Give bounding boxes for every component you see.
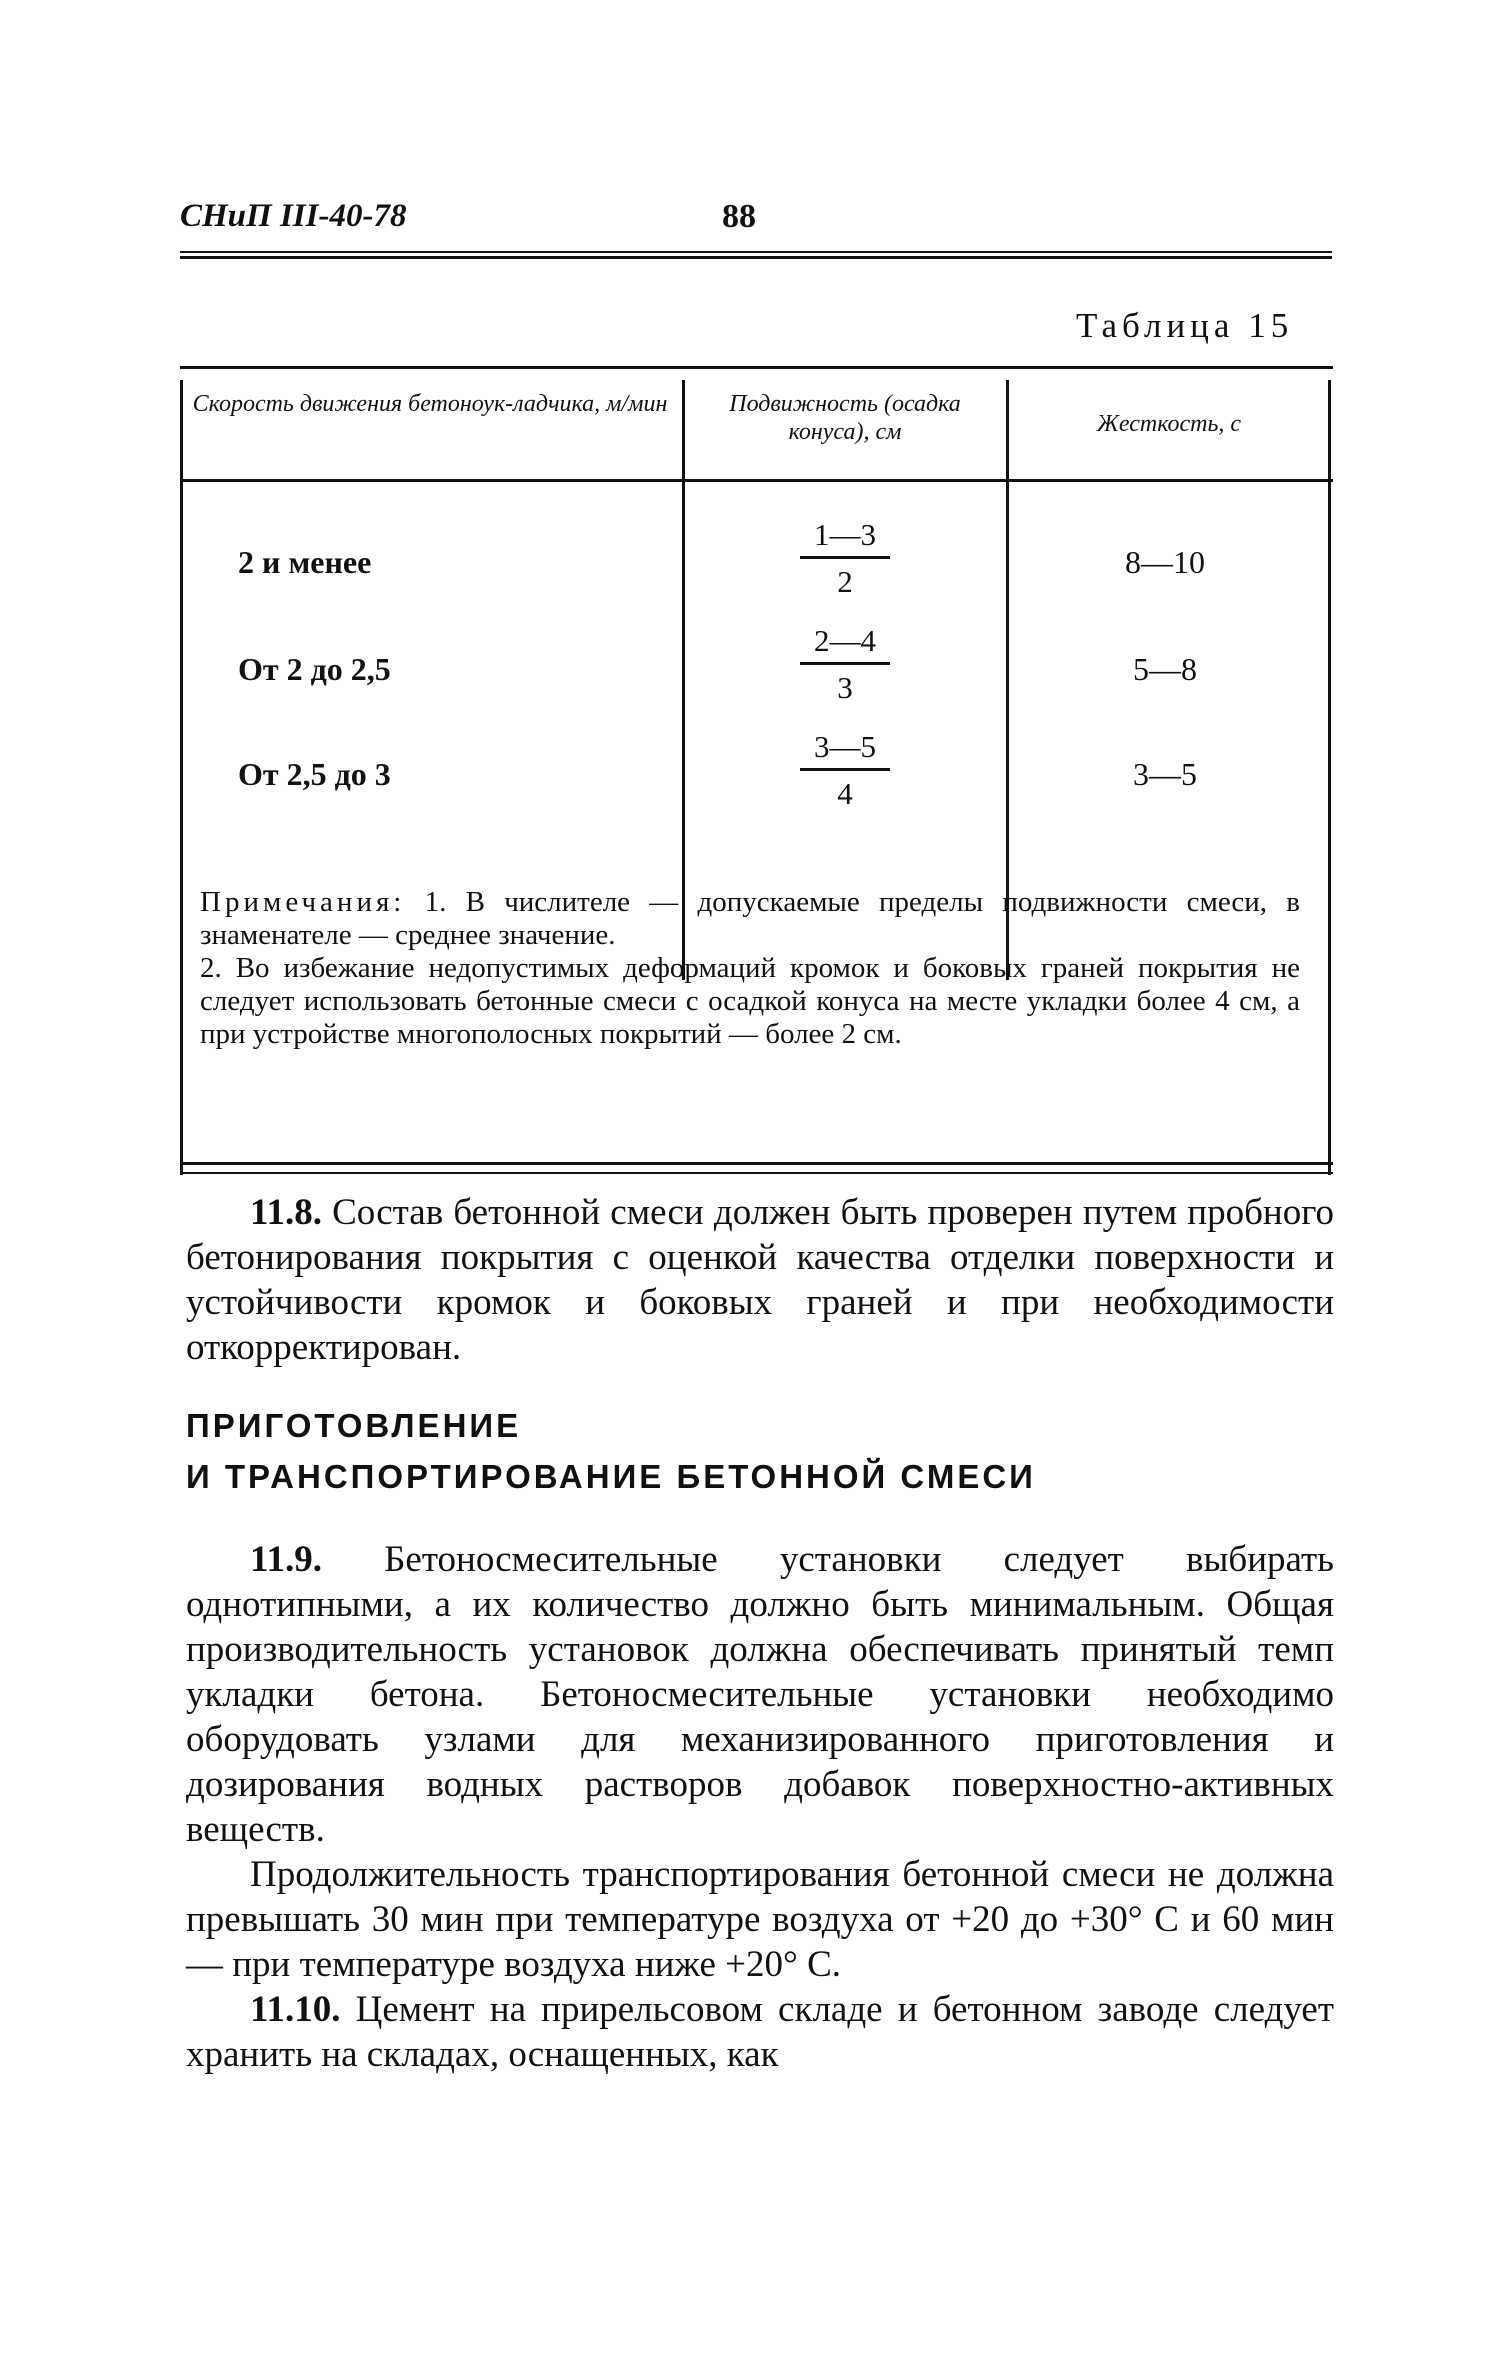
section-11-8 [186,1190,1334,1370]
para-num-11-9: 11.9. [250,1539,322,1580]
notes-label: Примечания: [200,886,406,918]
row-2-slump-numerator: 2—4 [800,622,890,665]
row-1-slump-denominator: 2 [837,564,853,599]
section-heading [186,1400,1334,1502]
column-header-speed: Скорость движения бетоноук-ладчика, м/мин [192,391,668,417]
table-bottom-rule-2 [180,1172,1333,1174]
row-2-slump-denominator: 3 [837,670,853,705]
paragraph-11-8 [186,1190,1334,1370]
row-1-stiffness: 8—10 [1125,544,1205,580]
para-text-11-8: Состав бетонной смеси должен быть проверен путем пробного бетонирования покрытия с оценкой качества отделки поверхности и устойчивости кромок и боковых граней и при необходимости откорректирован. [186,1192,1334,1368]
table-left-border [180,380,183,1175]
section-heading-line-2: И ТРАНСПОРТИРОВАНИЕ БЕТОННОЙ СМЕСИ [186,1458,1036,1495]
paragraph-11-10 [186,1987,1334,2077]
table-note-2: 2. Во избежание недопустимых деформаций кромок и боковых граней покрытия не следует использовать бетонные смеси с осадкой конуса на месте укладки более 4 см, а при устройстве многополосных покрытий — более 2 см. [200,952,1300,1050]
table-bottom-rule [180,1162,1333,1165]
column-header-stiffness: Жесткость, с [1096,411,1242,437]
row-2-speed: От 2 до 2,5 [238,651,391,687]
row-1-slump-fraction [740,516,950,601]
row-3-slump-denominator: 4 [837,776,853,811]
section-11-9 [186,1537,1334,2077]
table-15 [180,366,1333,1176]
table-header-rule [180,479,1333,482]
para-text-11-10: Цемент на прирельсовом складе и бетонном заводе следует хранить на складах, оснащенных, как [186,1989,1334,2075]
row-3-slump-numerator: 3—5 [800,728,890,771]
table-notes [200,886,1300,1051]
header-rule [180,251,1332,259]
para-num-11-8: 11.8. [250,1192,322,1233]
section-heading-line-1: ПРИГОТОВЛЕНИЕ [186,1407,522,1444]
table-caption: Таблица 15 [1076,306,1294,345]
paragraph-11-9 [186,1537,1334,1852]
note-1-text: 1. В числителе — допускаемые пределы подвижности смеси, в знаменателе — среднее значение. [200,886,1300,951]
row-3-speed: От 2,5 до 3 [238,756,391,792]
para-num-11-10: 11.10. [250,1989,341,2030]
row-1-slump-numerator: 1—3 [800,516,890,559]
row-2-slump-fraction [740,622,950,707]
running-head: СНиП III-40-78 [180,198,407,234]
column-header-slump: Подвижность (осадка конуса), см [729,391,961,445]
paragraph-transport: Продолжительность транспортирования бетонной смеси не должна превышать 30 мин при температуре воздуха от +20 до +30° С и 60 мин — при температуре воздуха ниже +20° С. [186,1854,1334,1985]
row-1-speed: 2 и менее [238,544,372,580]
table-note-1 [200,886,1300,952]
para-text-11-9: Бетоносмесительные установки следует выбирать однотипными, а их количество должно быть минимальным. Общая производительность установок должна обеспечивать принятый темп укладки бетона. Бетоносмесительные установки необходимо оборудовать узлами для механизированного приготовления и дозирования водных растворов добавок поверхностно-активных веществ. [186,1539,1334,1850]
page-number: 88 [722,198,756,235]
row-3-slump-fraction [740,728,950,813]
row-3-stiffness: 3—5 [1133,756,1197,792]
table-top-rule [180,366,1333,369]
row-2-stiffness: 5—8 [1133,651,1197,687]
table-right-border [1328,380,1331,1175]
